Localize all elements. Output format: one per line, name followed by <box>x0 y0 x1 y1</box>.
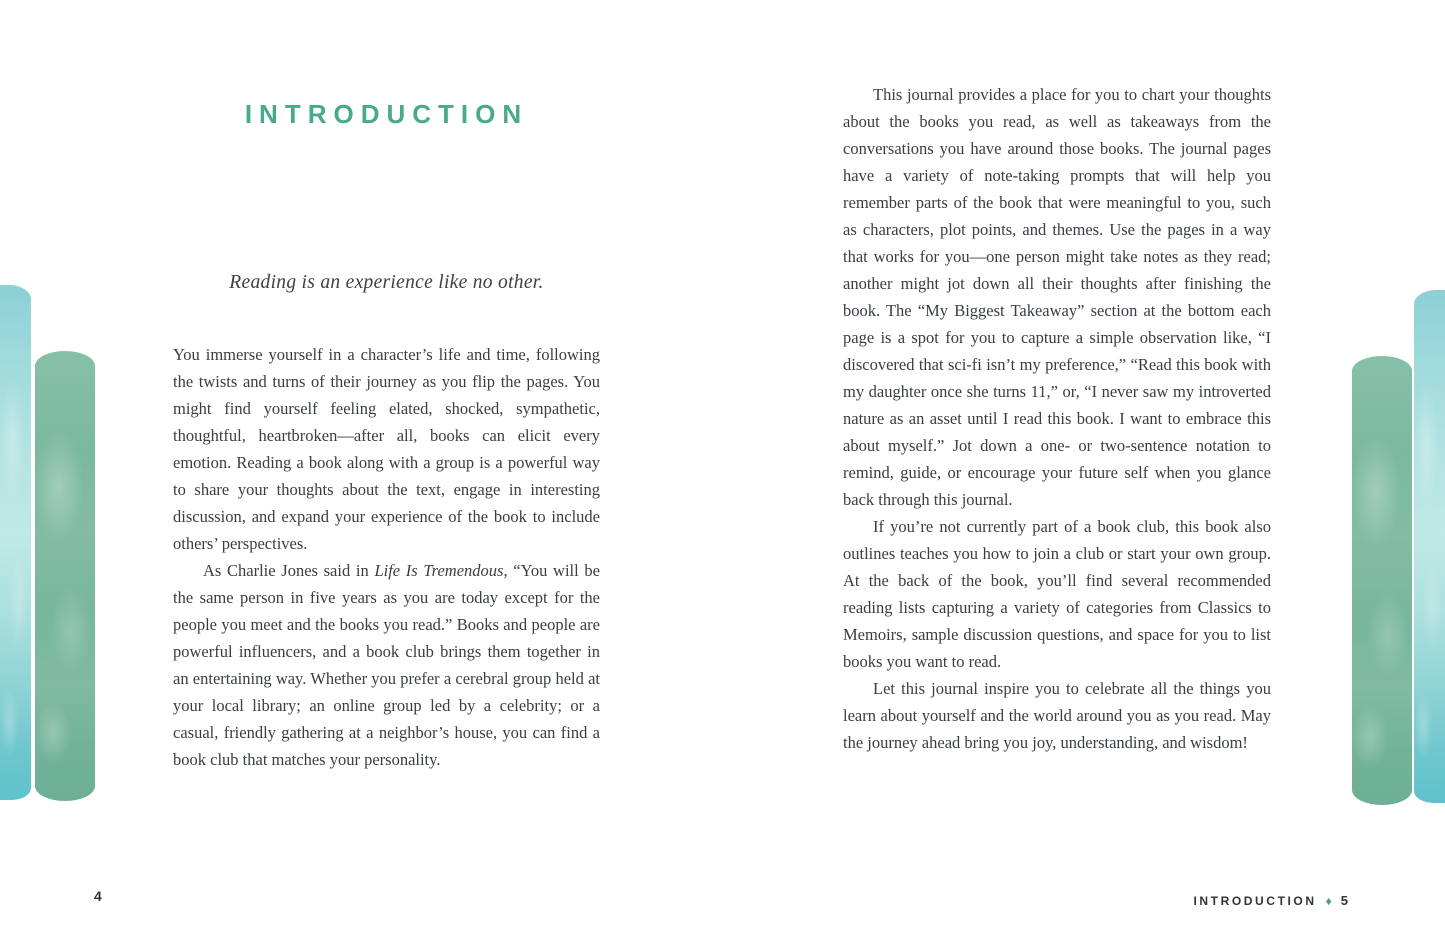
paragraph: This journal provides a place for you to chart your thoughts about the books you read, as well as takeaways from the conversations you have around those books. The journal pages have a variety of note-taking prompts that will help you remember parts of the book that were meaningful to you, such as characters, plot points, and themes. Use the pages in a way that works for you—one person might take notes as they read; another might jot down all their thoughts after finishing the book. The “My Biggest Takeaway” section at the bottom each page is a spot for you to capture a simple observation like, “I discovered that sci-fi isn’t my preference,” “Read this book with my daughter once she turns 11,” or, “I never saw my introverted nature as an asset until I read this book. I want to embrace this about myself.” Jot down a one- or two-sentence notation to remind, guide, or encourage your future self when you glance back through this journal. <box>843 85 1271 509</box>
chapter-subtitle: Reading is an experience like no other. <box>229 272 544 293</box>
watercolor-roll-left-outer <box>0 285 31 800</box>
watercolor-roll-right-outer <box>1414 290 1445 803</box>
left-page-body <box>173 341 600 773</box>
paragraph-text: , “You will be the same person in five years as you are today except for the people you meet and the books you read.” Books and people are powerful influencers, and a book club brings them together in an entertaining way. Whether you prefer a cerebral group held at your local library; an online group led by a celebrity; or a casual, friendly gathering at a neighbor’s house, you can find a book club that matches your personality. <box>173 561 600 769</box>
watercolor-roll-right-inner <box>1352 356 1412 805</box>
chapter-title: INTRODUCTION <box>244 99 529 129</box>
book-title-italic: Life Is Tremendous <box>374 561 504 580</box>
right-page-body <box>843 81 1271 756</box>
watercolor-roll-left-inner <box>35 351 95 801</box>
paragraph-text: As Charlie Jones said in <box>203 561 375 580</box>
page-number-right: 5 <box>1340 893 1348 908</box>
paragraph <box>173 557 600 773</box>
diamond-icon: ♦ <box>1325 893 1332 908</box>
running-footer <box>1193 893 1348 908</box>
page-number-left: 4 <box>94 888 102 904</box>
paragraph: If you’re not currently part of a book club, this book also outlines teaches you how to join a club or start your own group. At the back of the book, you’ll find several recommended reading lists capturing a variety of categories from Classics to Memoirs, sample discussion questions, and space for you to list books you want to read. <box>843 517 1271 671</box>
paragraph: Let this journal inspire you to celebrate all the things you learn about yourself and the world around you as you read. May the journey ahead bring you joy, understanding, and wisdom! <box>843 679 1271 752</box>
paragraph: You immerse yourself in a character’s life and time, following the twists and turns of their journey as you flip the pages. You might find yourself feeling elated, shocked, sympathetic, thoughtful, heartbroken—after all, books can elicit every emotion. Reading a book along with a group is a powerful way to share your thoughts about the text, engage in interesting discussion, and expand your experience of the book to include others’ perspectives. <box>173 345 600 553</box>
footer-chapter-label: INTRODUCTION <box>1193 893 1317 908</box>
